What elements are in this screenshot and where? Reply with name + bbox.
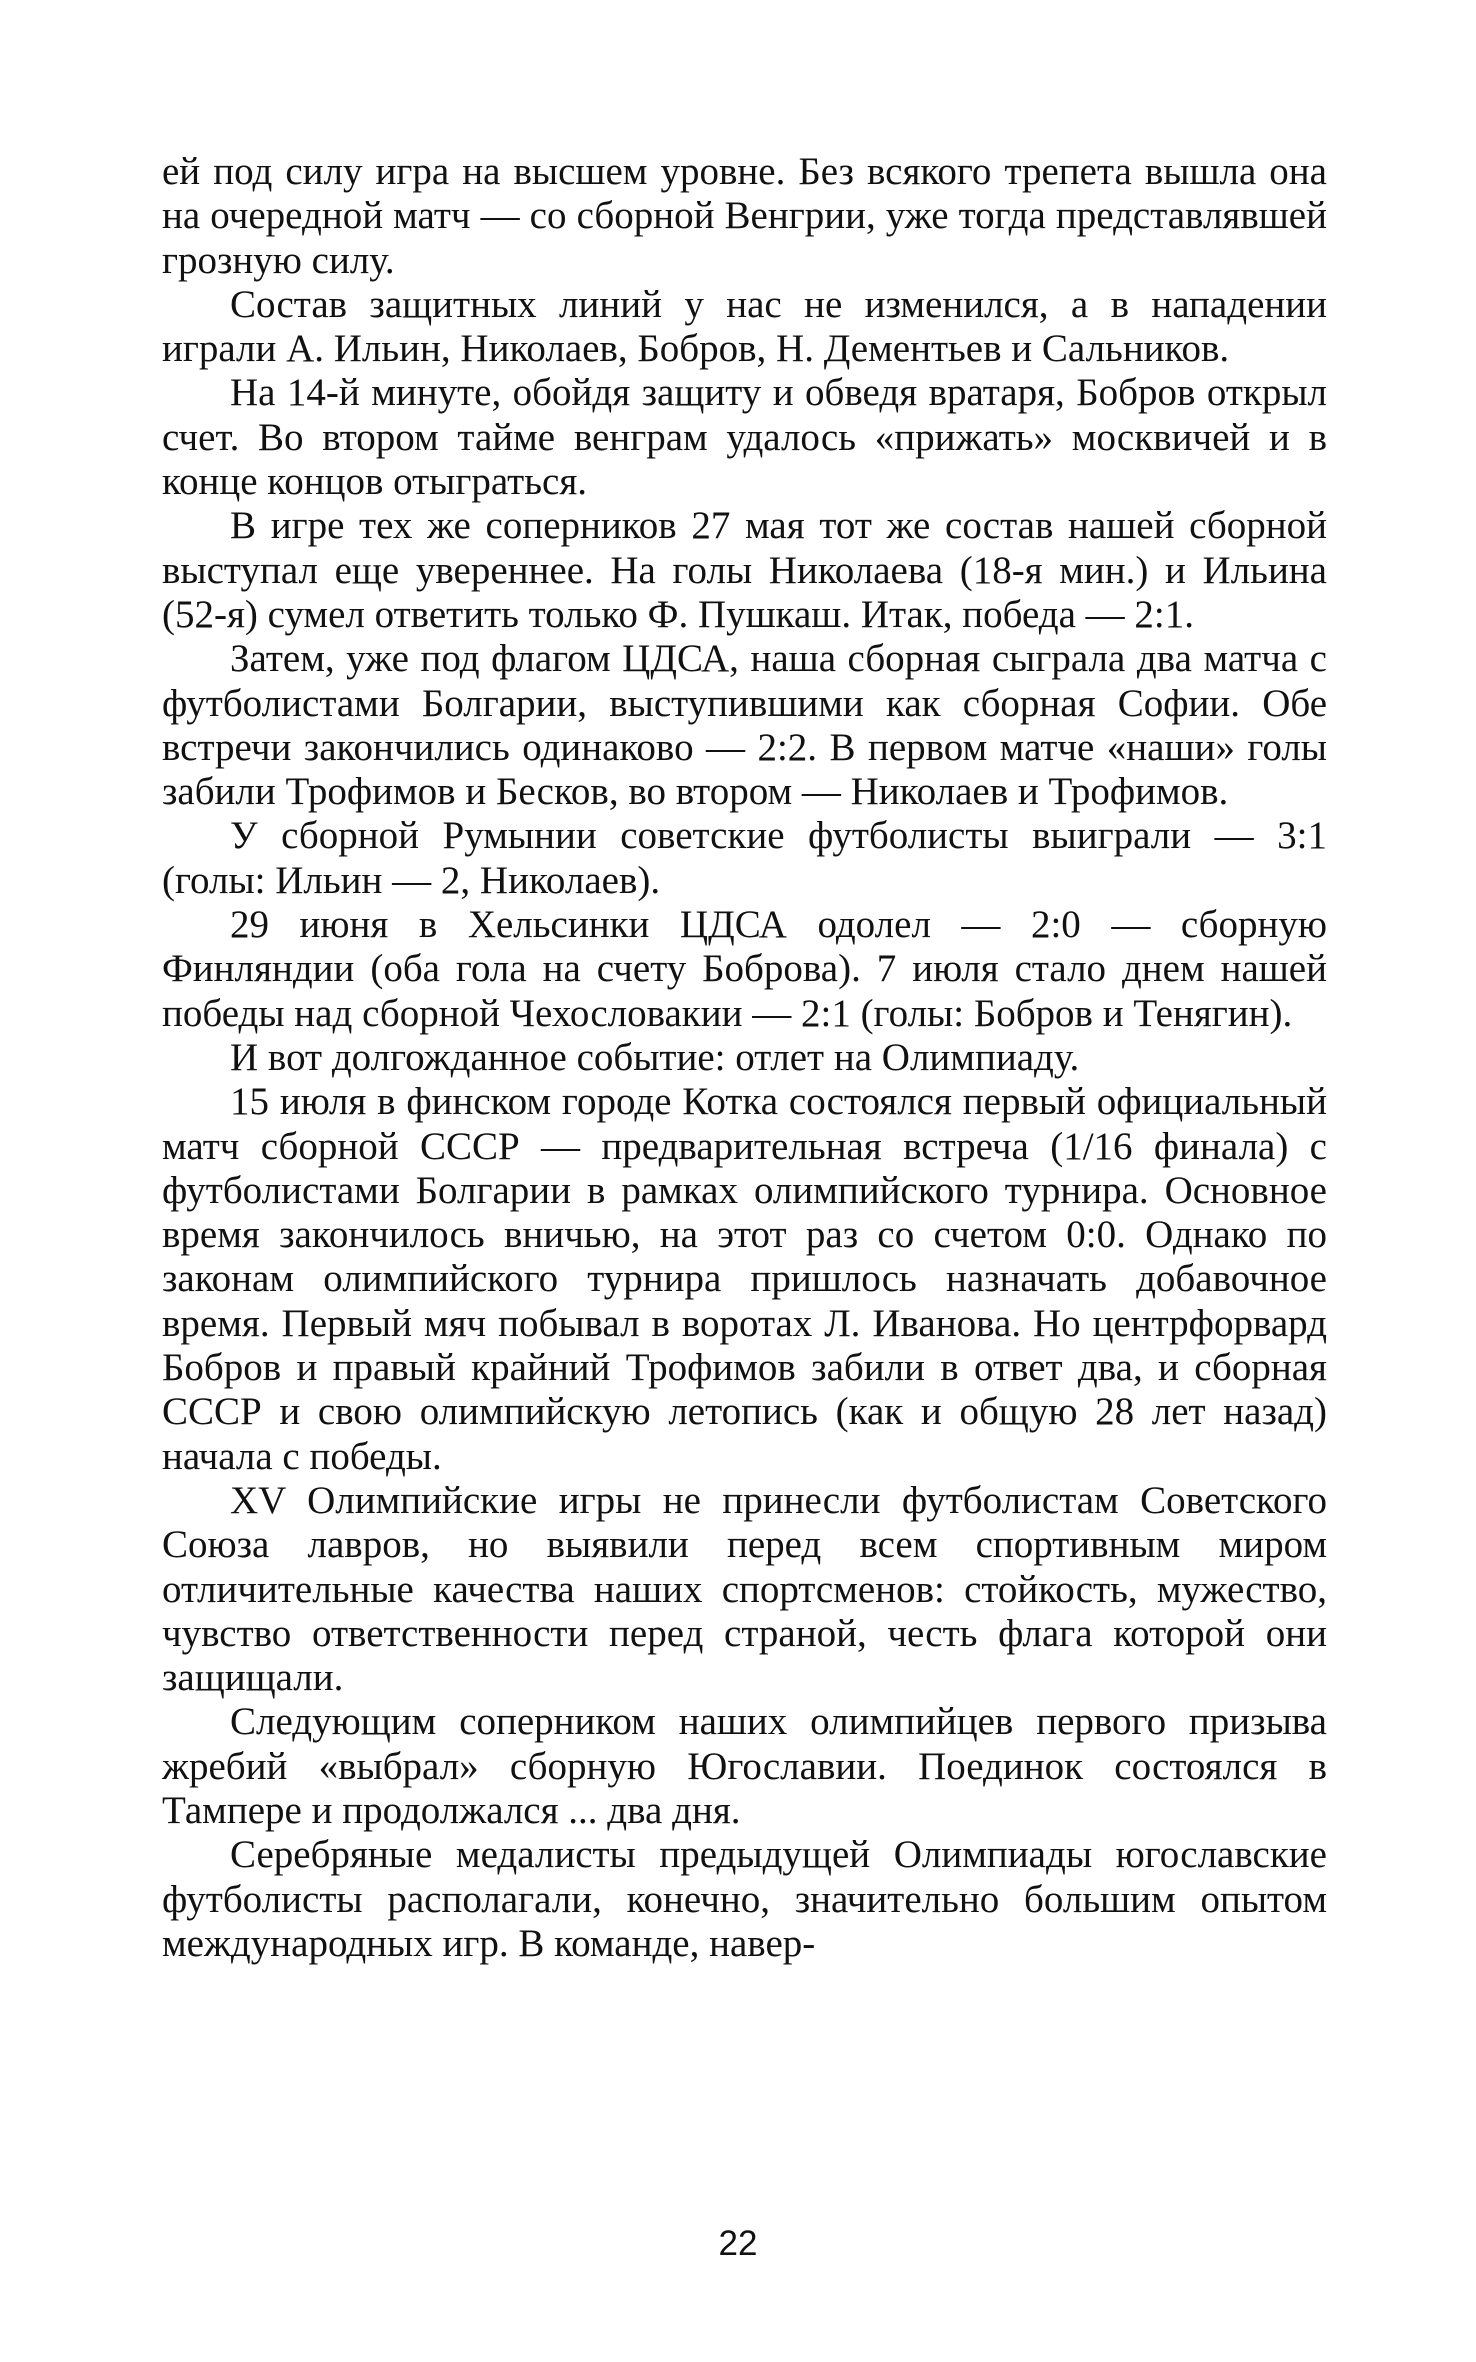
paragraph: Затем, уже под флагом ЦДСА, наша сборная сыграла два матча с футболистами Болгарии, выступившими как сборная Софии. Обе встречи закончились одинаково — 2:2. В первом матче «наши» голы забили Трофимов и Бесков, во втором — Николаев и Трофимов.: [162, 637, 1327, 814]
paragraph: Серебряные медалисты предыдущей Олимпиады югославские футболисты располагали, конечно, значительно большим опытом международных игр. В команде, навер-: [162, 1833, 1327, 1965]
paragraph: На 14-й минуте, обойдя защиту и обведя вратаря, Бобров открыл счет. Во втором тайме венграм удалось «прижать» москвичей и в конце концов отыграться.: [162, 371, 1327, 504]
paragraph: XV Олимпийские игры не принесли футболистам Советского Союза лавров, но выявили перед всем спортивным миром отличительные качества наших спортсменов: стойкость, мужество, чувство ответственности перед страной, честь флага которой они защищали.: [162, 1478, 1327, 1700]
page-number: 22: [718, 2224, 758, 2263]
paragraph: И вот долгожданное событие: отлет на Олимпиаду.: [230, 1035, 1080, 1079]
paragraph: У сборной Румынии советские футболисты выиграли — 3:1 (голы: Ильин — 2, Николаев).: [162, 814, 1327, 902]
body-text: [162, 150, 1327, 1966]
paragraph: Следующим соперником наших олимпийцев первого призыва жребий «выбрал» сборную Югославии. Поединок состоялся в Тампере и продолжался ... два дня.: [162, 1700, 1327, 1832]
paragraph: ей под силу игра на высшем уровне. Без всякого трепета вышла она на очередной матч — со сборной Венгрии, уже тогда представлявшей грозную силу.: [162, 150, 1327, 282]
paragraph: 29 июня в Хельсинки ЦДСА одолел — 2:0 — сборную Финляндии (оба гола на счету Боброва). 7 июля стало днем нашей победы над сборной Чехословакии — 2:1 (голы: Бобров и Тенягин).: [162, 903, 1327, 1035]
paragraph: 15 июля в финском городе Котка состоялся первый официальный матч сборной СССР — предварительная встреча (1/16 финала) с футболистами Болгарии в рамках олимпийского турнира. Основное время закончилось вничью, на этот раз со счетом 0:0. Однако по законам олимпийского турнира пришлось назначать добавочное время. Первый мяч побывал в воротах Л. Иванова. Но центрфорвард Бобров и правый крайний Трофимов забили в ответ два, и сборная СССР и свою олимпийскую летопись (как и общую 28 лет назад) начала с победы.: [162, 1080, 1327, 1478]
paragraph: Состав защитных линий у нас не изменился, а в нападении играли А. Ильин, Николаев, Бобров, Н. Дементьев и Сальников.: [162, 282, 1327, 371]
paragraph: В игре тех же соперников 27 мая тот же состав нашей сборной выступал еще увереннее. На голы Николаева (18-я мин.) и Ильина (52-я) сумел ответить только Ф. Пушкаш. Итак, победа — 2:1.: [162, 504, 1327, 636]
